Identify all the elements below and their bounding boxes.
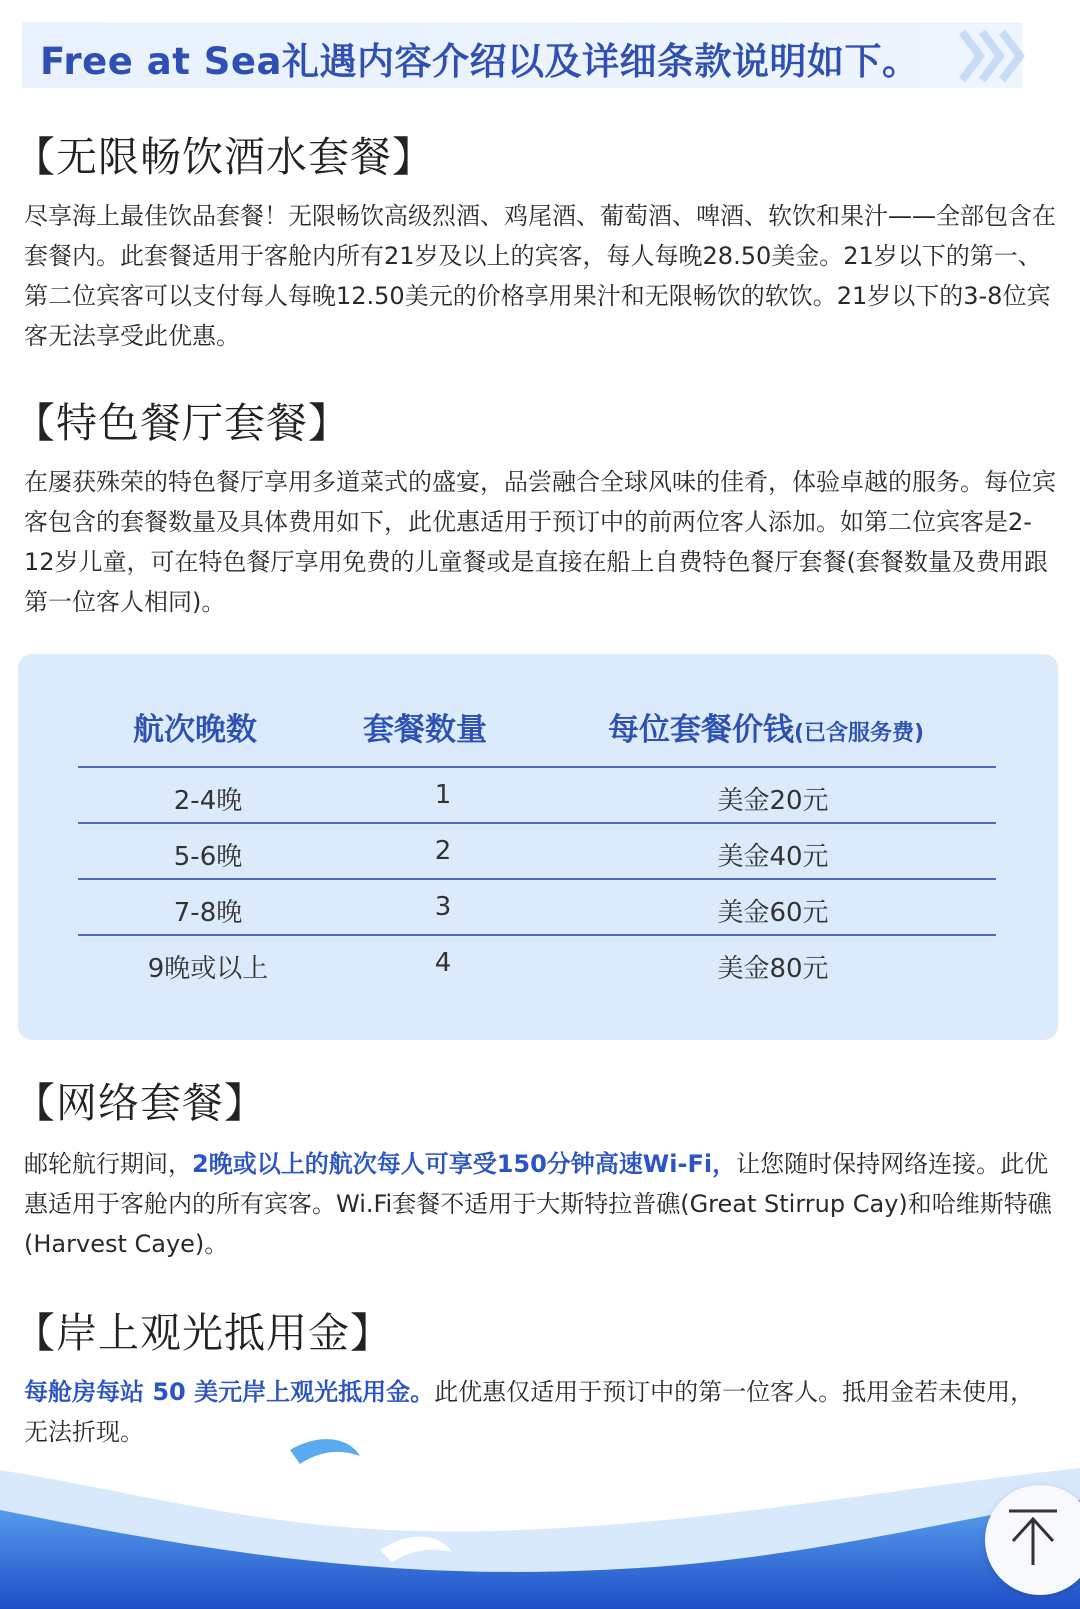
wifi-body-prefix: 邮轮航行期间， <box>24 1150 192 1178</box>
page-title: Free at Sea礼遇内容介绍以及详细条款说明如下。 <box>40 40 920 83</box>
cell-count: 3 <box>434 892 452 922</box>
cell-nights: 9晚或以上 <box>147 954 269 984</box>
cell-nights: 2-4晚 <box>173 786 243 816</box>
table-row <box>78 878 996 936</box>
wifi-body-highlight: 2晚或以上的航次每人可享受150分钟高速Wi-Fi， <box>192 1150 737 1178</box>
section-body-wifi <box>24 1144 1058 1264</box>
cell-nights: 7-8晚 <box>173 898 243 928</box>
package-price-table <box>18 654 1058 1040</box>
header-price <box>608 704 924 749</box>
header-nights: 航次晚数 <box>133 712 257 748</box>
table-row <box>78 766 996 824</box>
header-price-note: (已含服务费) <box>794 721 925 746</box>
page-banner <box>22 22 1022 88</box>
arrow-up-icon <box>1003 1507 1063 1567</box>
cell-price: 美金20元 <box>717 786 829 816</box>
table-row <box>78 822 996 880</box>
cell-price: 美金40元 <box>717 842 829 872</box>
cell-nights: 5-6晚 <box>173 842 243 872</box>
header-price-label: 每位套餐价钱 <box>608 712 794 748</box>
shore-body-suffix: 此优惠仅适用于预订中的第一位客人。抵用金若未使用，无法折现。 <box>24 1378 1035 1446</box>
section-heading-dining: 【特色餐厅套餐】 <box>14 399 350 447</box>
wifi-body-suffix: 让您随时保持网络连接。此优惠适用于客舱内的所有宾客。Wi.Fi套餐不适用于大斯特拉普礁(Great Stirrup Cay)和哈维斯特礁(Harvest Caye)。 <box>24 1150 1052 1258</box>
cell-price: 美金60元 <box>717 898 829 928</box>
wave-decoration <box>0 1430 1080 1609</box>
section-body-drinks: 尽享海上最佳饮品套餐！无限畅饮高级烈酒、鸡尾酒、葡萄酒、啤酒、软饮和果汁——全部包含在套餐内。此套餐适用于客舱内所有21岁及以上的宾客，每人每晚28.50美金。21岁以下的第一、第二位宾客可以支付每人每晚12.50美元的价格享用果汁和无限畅饮的软饮。21岁以下的3-8位宾客无法享受此优惠。 <box>24 202 1056 350</box>
section-body-dining: 在屡获殊荣的特色餐厅享用多道菜式的盛宴，品尝融合全球风味的佳肴，体验卓越的服务。每位宾客包含的套餐数量及具体费用如下，此优惠适用于预订中的前两位客人添加。如第二位宾客是2-12岁儿童，可在特色餐厅享用免费的儿童餐或是直接在船上自费特色餐厅套餐(套餐数量及费用跟第一位客人相同)。 <box>24 468 1056 616</box>
section-heading-shore: 【岸上观光抵用金】 <box>14 1309 392 1357</box>
section-heading-wifi: 【网络套餐】 <box>14 1079 266 1127</box>
chevron-right-triple-icon <box>958 28 1028 84</box>
header-count: 套餐数量 <box>363 712 487 748</box>
section-heading-drinks: 【无限畅饮酒水套餐】 <box>14 133 434 181</box>
cell-count: 4 <box>434 948 452 978</box>
cell-price: 美金80元 <box>717 954 829 984</box>
cell-count: 1 <box>434 780 452 810</box>
shore-body-highlight: 每舱房每站 50 美元岸上观光抵用金。 <box>24 1378 435 1406</box>
cell-count: 2 <box>434 836 452 866</box>
table-row <box>78 934 996 992</box>
